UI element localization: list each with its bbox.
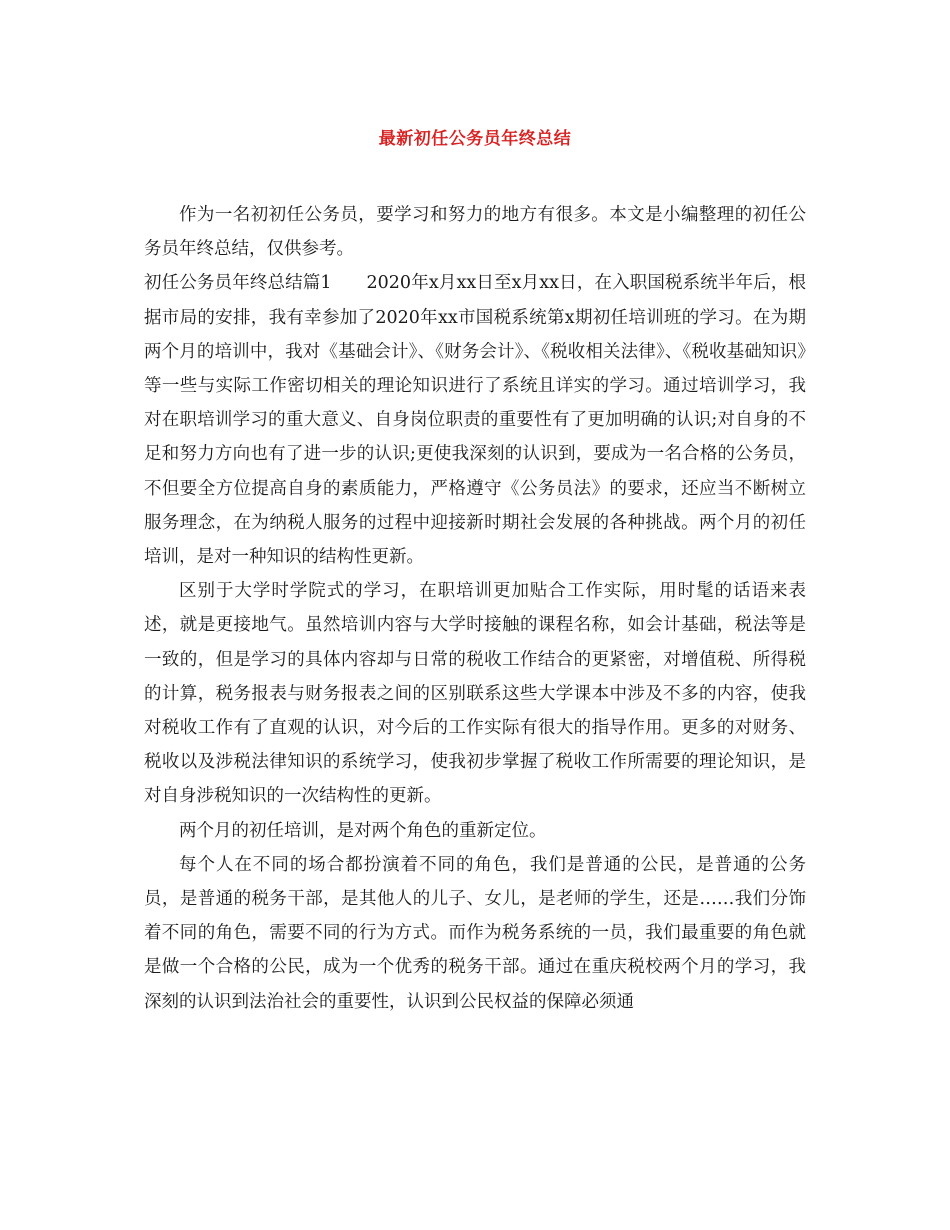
document-body — [144, 198, 806, 1019]
paragraph-3: 两个月的初任培训，是对两个角色的重新定位。 — [179, 820, 547, 841]
paragraph-4: 每个人在不同的场合都扮演着不同的角色，我们是普通的公民，是普通的公务员，是普通的税务干部，是其他人的儿子、女儿，是老师的学生，还是……我们分饰着不同的角色，需要不同的行为方式。而作为税务系统的一员，我们最重要的角色就是做一个合格的公民，成为一个优秀的税务干部。通过在重庆税校两个月的学习，我深刻的认识到法治社会的重要性，认识到公民权益的保障必须通 — [144, 854, 806, 1012]
section1-paragraph — [144, 266, 806, 574]
section1-heading: 初任公务员年终总结篇1 — [144, 273, 332, 294]
intro-paragraph: 作为一名初初任公务员，要学习和努力的地方有很多。本文是小编整理的初任公务员年终总结，仅供参考。 — [144, 205, 806, 260]
section1-text: 2020年x月xx日至x月xx日，在入职国税系统半年后，根据市局的安排，我有幸参加了2020年xx市国税系统第x期初任培训班的学习。在为期两个月的培训中，我对《基础会计》、《财务会计》、《税收相关法律》、《税收基础知识》等一些与实际工作密切相关的理论知识进行了系统且详实的学习。通过培训学习，我对在职培训学习的重大意义、自身岗位职责的重要性有了更加明确的认识;对自身的不足和努力方向也有了进一步的认识;更使我深刻的认识到，要成为一名合格的公务员，不但要全方位提高自身的素质能力，严格遵守《公务员法》的要求，还应当不断树立服务理念，在为纳税人服务的过程中迎接新时期社会发展的各种挑战。两个月的初任培训，是对一种知识的结构性更新。 — [144, 273, 806, 568]
paragraph-2: 区别于大学时学院式的学习，在职培训更加贴合工作实际，用时髦的话语来表述，就是更接地气。虽然培训内容与大学时接触的课程名称，如会计基础，税法等是一致的，但是学习的具体内容却与日常的税收工作结合的更紧密，对增值税、所得税的计算，税务报表与财务报表之间的区别联系这些大学课本中涉及不多的内容，使我对税收工作有了直观的认识，对今后的工作实际有很大的指导作用。更多的对财务、税收以及涉税法律知识的系统学习，使我初步掌握了税收工作所需要的理论知识，是对自身涉税知识的一次结构性的更新。 — [144, 581, 806, 807]
document-title: 最新初任公务员年终总结 — [378, 129, 572, 149]
